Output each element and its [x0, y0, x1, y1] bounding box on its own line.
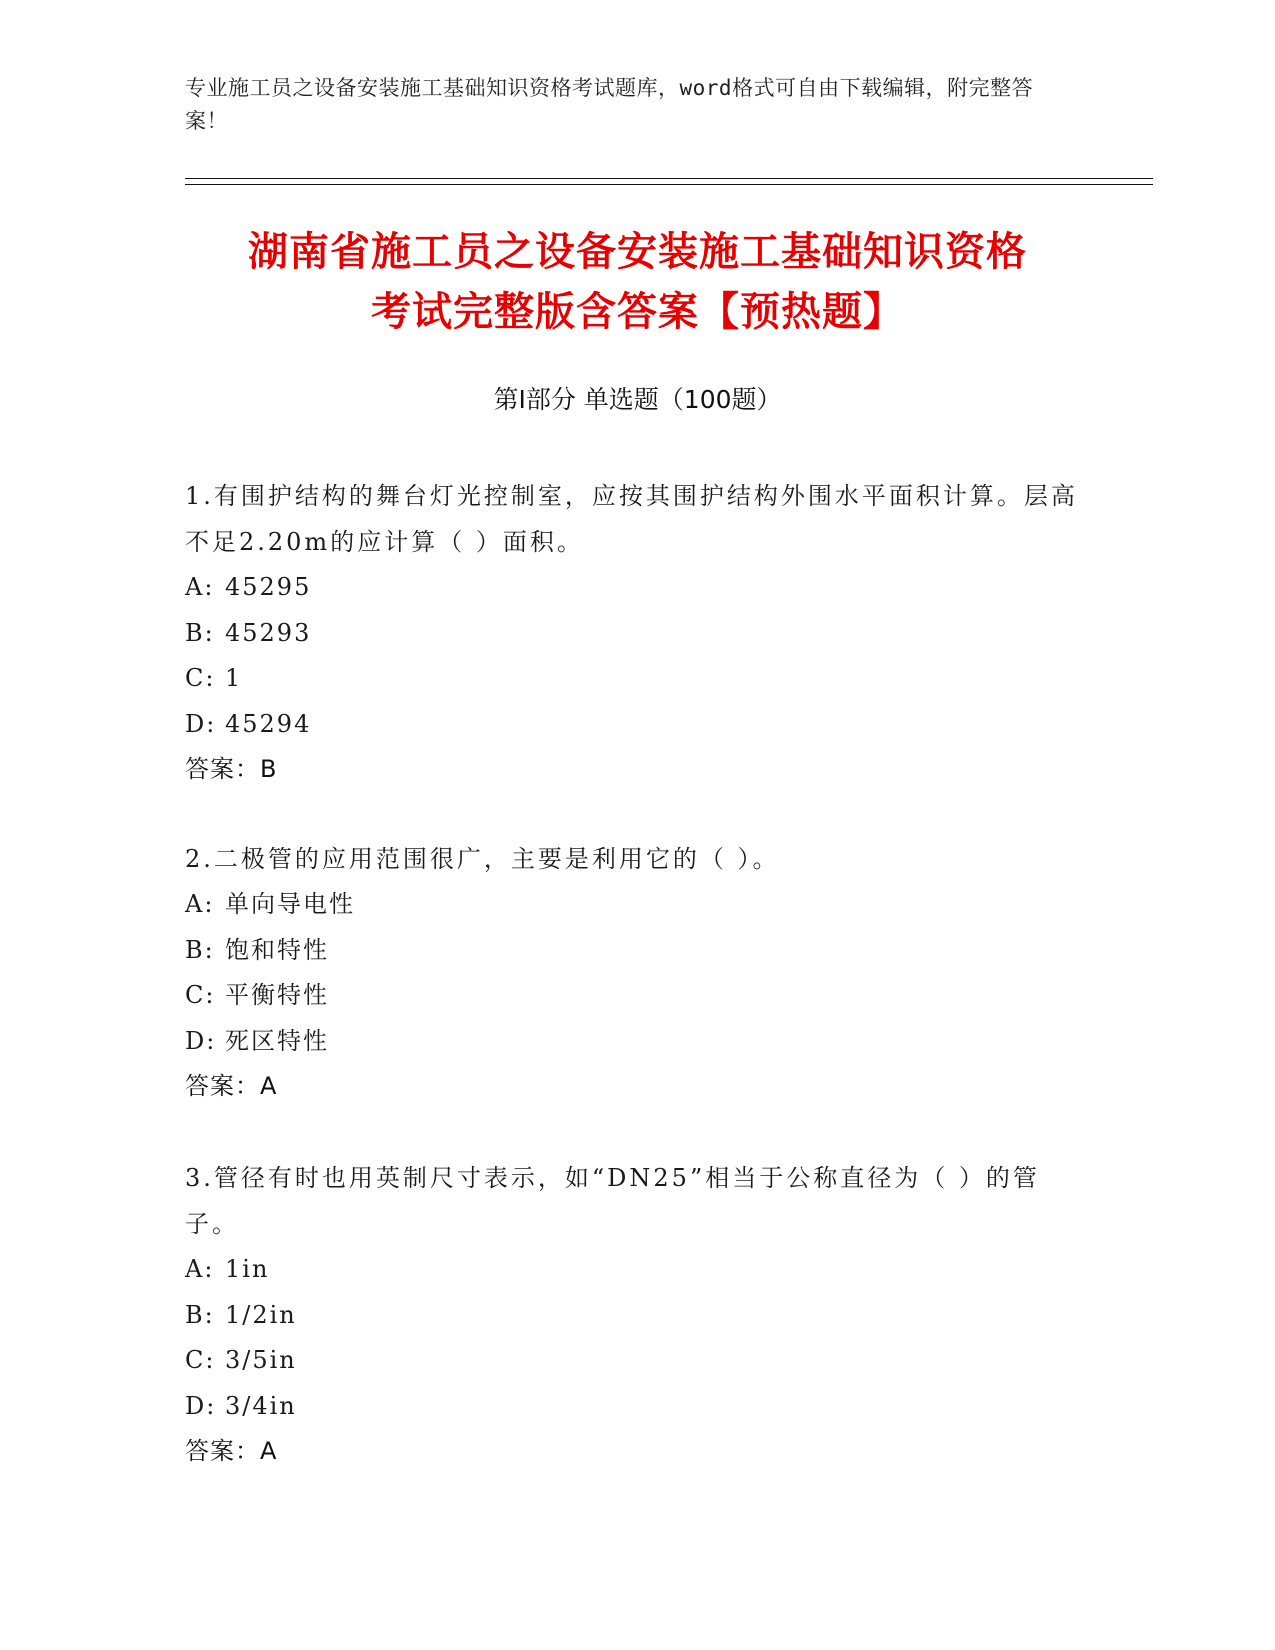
option-text: 单向导电性	[225, 890, 355, 918]
document-title	[160, 222, 1115, 342]
option-a	[185, 565, 1085, 611]
option-c	[185, 973, 1085, 1019]
option-text: 饱和特性	[225, 935, 329, 964]
option-text: 45293	[225, 618, 312, 647]
option-text: 45294	[225, 709, 312, 738]
option-text: 3/5in	[225, 1346, 297, 1374]
option-letter: C:	[185, 981, 216, 1009]
option-letter: D:	[185, 1026, 217, 1055]
answer-line: 答案：A	[185, 1072, 278, 1100]
option-text: 死区特性	[225, 1026, 329, 1055]
question-1	[185, 473, 1085, 792]
option-text: 3/4in	[225, 1391, 297, 1420]
option-a	[185, 882, 1085, 928]
option-letter: C:	[185, 664, 216, 692]
option-text: 1in	[225, 1255, 270, 1283]
question-stem: 3.管径有时也用英制尺寸表示，如“DN25”相当于公称直径为（ ）的管子。	[185, 1164, 1040, 1238]
option-text: 45295	[225, 573, 312, 601]
option-letter: B:	[185, 1300, 215, 1329]
header-note: 专业施工员之设备安装施工基础知识资格考试题库，word格式可自由下载编辑，附完整答案！	[185, 76, 1034, 133]
option-text: 1/2in	[225, 1300, 297, 1329]
option-b	[185, 1293, 1085, 1339]
option-a	[185, 1247, 1085, 1293]
answer-line: 答案：B	[185, 755, 278, 783]
option-letter: B:	[185, 935, 215, 964]
question-3	[185, 1155, 1085, 1474]
option-letter: D:	[185, 709, 217, 738]
option-b	[185, 928, 1085, 974]
option-b	[185, 611, 1085, 657]
question-2	[185, 836, 1085, 1109]
question-stem: 1.有围护结构的舞台灯光控制室，应按其围护结构外围水平面积计算。层高不足2.20m的应计算（ ）面积。	[185, 482, 1078, 556]
option-letter: A:	[185, 890, 215, 918]
answer-line: 答案：A	[185, 1437, 278, 1465]
option-d	[185, 702, 1085, 748]
option-letter: D:	[185, 1391, 217, 1420]
option-d	[185, 1384, 1085, 1430]
header-divider-top	[185, 178, 1153, 179]
option-text: 1	[225, 664, 243, 692]
option-letter: B:	[185, 618, 215, 647]
option-letter: A:	[185, 573, 215, 601]
option-d	[185, 1019, 1085, 1065]
option-text: 平衡特性	[225, 981, 329, 1009]
document-title-line-2: 考试完整版含答案【预热题】	[371, 289, 904, 335]
option-letter: A:	[185, 1255, 215, 1283]
section-title: 第Ⅰ部分 单选题（100题）	[493, 385, 782, 414]
option-c	[185, 656, 1085, 702]
document-title-line-1: 湖南省施工员之设备安装施工基础知识资格	[248, 229, 1027, 275]
option-c	[185, 1338, 1085, 1384]
option-letter: C:	[185, 1346, 216, 1374]
question-stem: 2.二极管的应用范围很广，主要是利用它的（ ）。	[185, 845, 780, 873]
header-divider-bottom	[185, 184, 1153, 185]
